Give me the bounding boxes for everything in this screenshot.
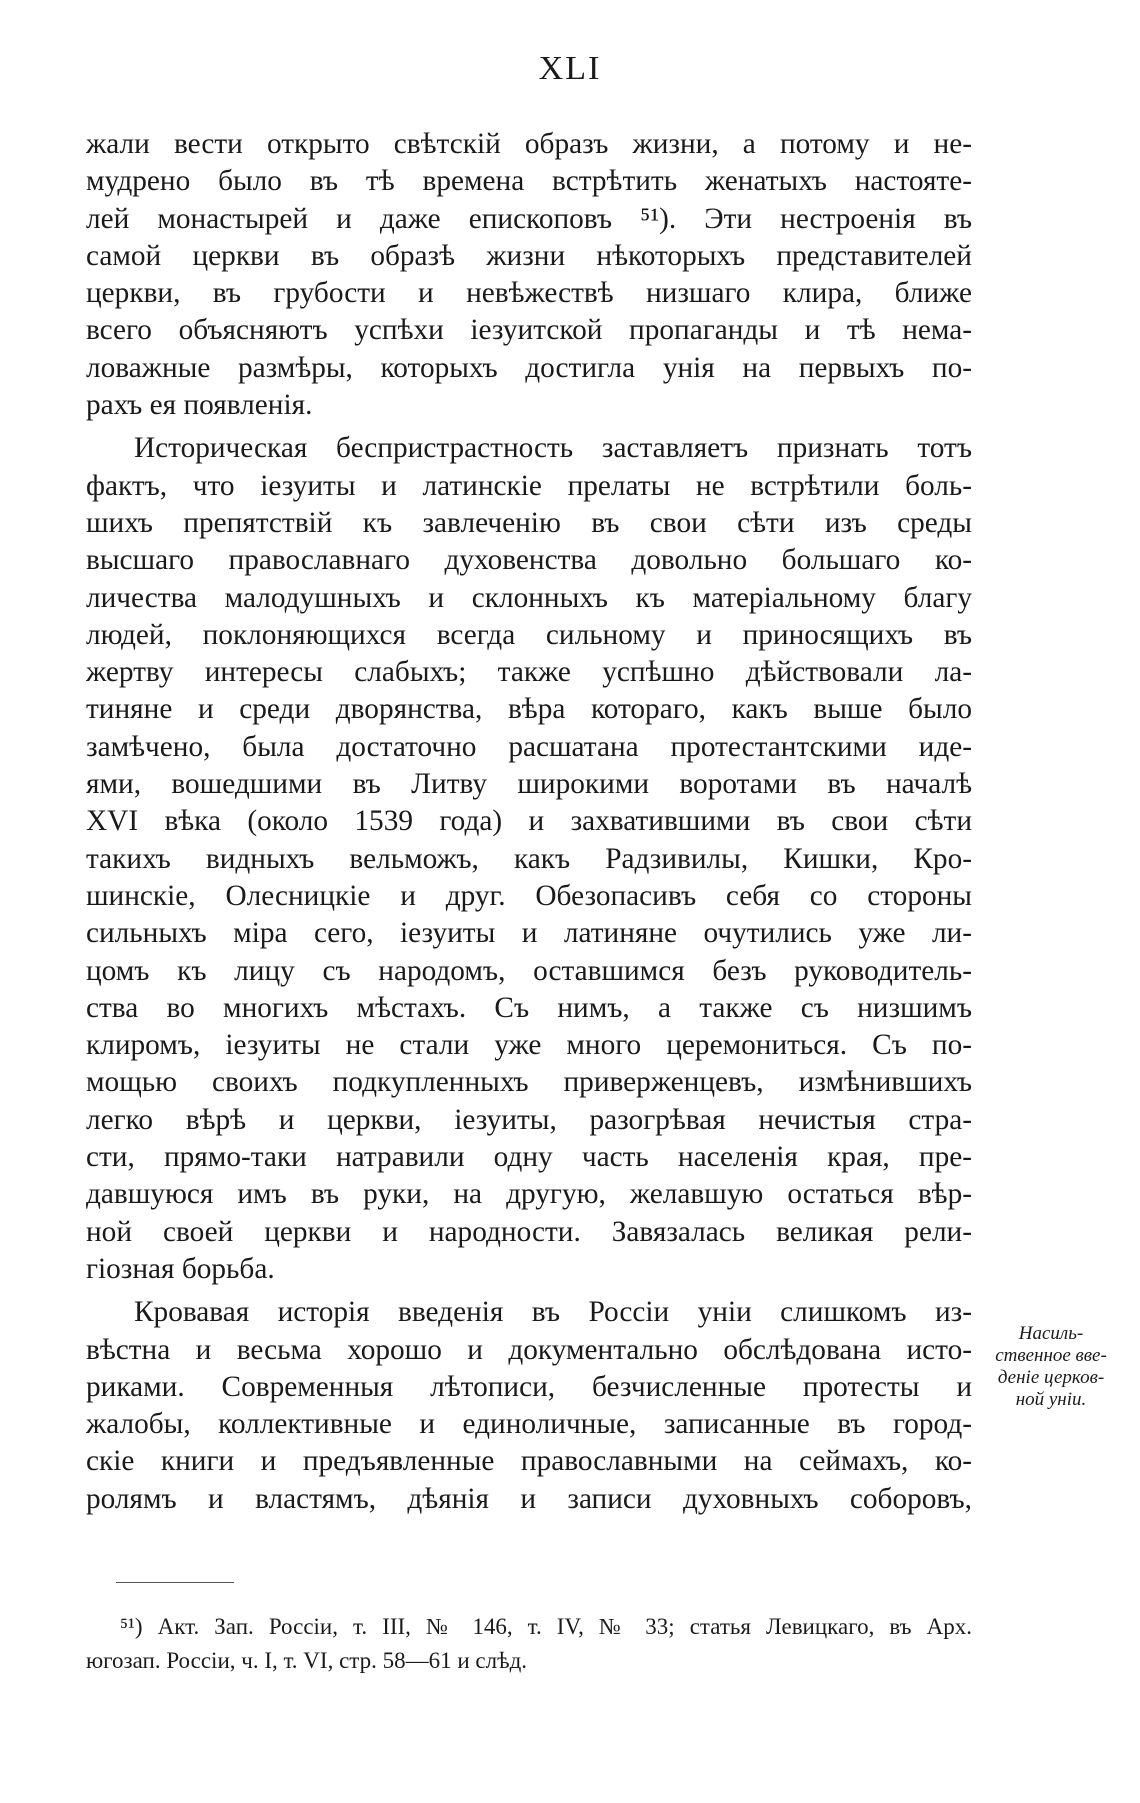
text-line: ловажные размѣры, которыхъ достигла унія на первыхъ по-: [86, 351, 972, 384]
paragraph-2: [86, 430, 972, 1288]
text-line: мудрено было въ тѣ времена встрѣтить женатыхъ настояте-: [86, 165, 972, 198]
margin-note: [976, 1323, 1126, 1411]
paragraph-3: [86, 1294, 972, 1518]
text-line: церкви, въ грубости и невѣжествѣ низшаго клира, ближе: [86, 277, 972, 310]
text-line: лей монастырей и даже епископовъ ⁵¹). Эти нестроенія въ: [86, 202, 972, 235]
text-line: ями, вошедшими въ Литву широкими воротами въ началѣ: [86, 768, 972, 801]
page-number: XLI: [538, 50, 602, 87]
text-line: тиняне и среди дворянства, вѣра котораго, какъ выше было: [86, 693, 972, 726]
footnote-line: югозап. Россіи, ч. I, т. VI, стр. 58—61 и слѣд.: [86, 1648, 528, 1673]
footnote-divider: [116, 1582, 234, 1583]
text-line: шинскіе, Олесницкіе и друг. Обезопасивъ себя со стороны: [86, 879, 972, 912]
margin-note-line: ственное вве-: [995, 1345, 1107, 1366]
text-line: XVI вѣка (около 1539 года) и захватившими въ свои сѣти: [86, 805, 972, 838]
text-line: давшуюся имъ въ руки, на другую, желавшую остаться вѣр-: [86, 1178, 972, 1211]
text-line: людей, поклоняющихся всегда сильному и приносящихъ въ: [86, 618, 972, 651]
text-line: скіе книги и предъявленные православными на сеймахъ, ко-: [86, 1445, 972, 1478]
text-line: ства во многихъ мѣстахъ. Съ нимъ, а также съ низшимъ: [86, 991, 972, 1024]
text-line: личества малодушныхъ и склонныхъ къ матеріальному благу: [86, 581, 972, 614]
text-line: фактъ, что іезуиты и латинскіе прелаты не встрѣтили боль-: [86, 469, 972, 502]
text-line: цомъ къ лицу съ народомъ, оставшимся безъ руководитель-: [86, 954, 972, 987]
text-line: ролямъ и властямъ, дѣянія и записи духовныхъ соборовъ,: [86, 1482, 972, 1515]
text-line: замѣчено, была достаточно расшатана протестантскими иде-: [86, 730, 972, 763]
text-line: всего объясняютъ успѣхи іезуитской пропаганды и тѣ нема-: [86, 314, 972, 347]
text-line: жалобы, коллективные и единоличные, записанные въ город-: [86, 1408, 972, 1441]
paragraph-1: [86, 126, 972, 424]
margin-note-line: Насиль-: [1018, 1323, 1084, 1344]
footnote-line: ⁵¹) Акт. Зап. Россіи, т. III, № 146, т. IV, № 33; статья Левицкаго, въ Арх.: [120, 1614, 972, 1639]
margin-note-line: ной уніи.: [1015, 1389, 1087, 1410]
text-line: Историческая беспристрастность заставляетъ признать тотъ: [134, 432, 972, 465]
main-text: [86, 126, 972, 1518]
text-line: сильныхъ міра сего, іезуиты и латиняне очутились уже ли-: [86, 917, 972, 950]
text-line: вѣстна и весьма хорошо и документально обслѣдована исто-: [86, 1333, 972, 1366]
text-line: риками. Современныя лѣтописи, безчисленные протесты и: [86, 1370, 972, 1403]
text-line: легко вѣрѣ и церкви, іезуиты, разогрѣвая нечистыя стра-: [86, 1103, 972, 1136]
text-line: шихъ препятствій къ завлеченію въ свои сѣти изъ среды: [86, 506, 972, 539]
text-line: сти, прямо-таки натравили одну часть населенія края, пре-: [86, 1141, 972, 1174]
text-line: мощью своихъ подкупленныхъ приверженцевъ, измѣнившихъ: [86, 1066, 972, 1099]
text-line: высшаго православнаго духовенства довольно большаго ко-: [86, 544, 972, 577]
text-line: ной своей церкви и народности. Завязалась великая рели-: [86, 1215, 972, 1248]
text-line: жертву интересы слабыхъ; также успѣшно дѣйствовали ла-: [86, 656, 972, 689]
text-line: клиромъ, іезуиты не стали уже много церемониться. Съ по-: [86, 1029, 972, 1062]
text-line: самой церкви въ образѣ жизни нѣкоторыхъ представителей: [86, 239, 972, 272]
margin-note-line: деніе церков-: [997, 1367, 1105, 1388]
text-line: рахъ ея появленія.: [86, 389, 313, 422]
text-line: жали вести открыто свѣтскій образъ жизни, а потому и не-: [86, 128, 972, 160]
text-line: Кровавая исторія введенія въ Россіи уніи слишкомъ из-: [134, 1296, 972, 1329]
text-line: гіозная борьба.: [86, 1252, 275, 1285]
footnotes: [86, 1610, 972, 1678]
text-line: такихъ видныхъ вельможъ, какъ Радзивилы, Кишки, Кро-: [86, 842, 972, 875]
